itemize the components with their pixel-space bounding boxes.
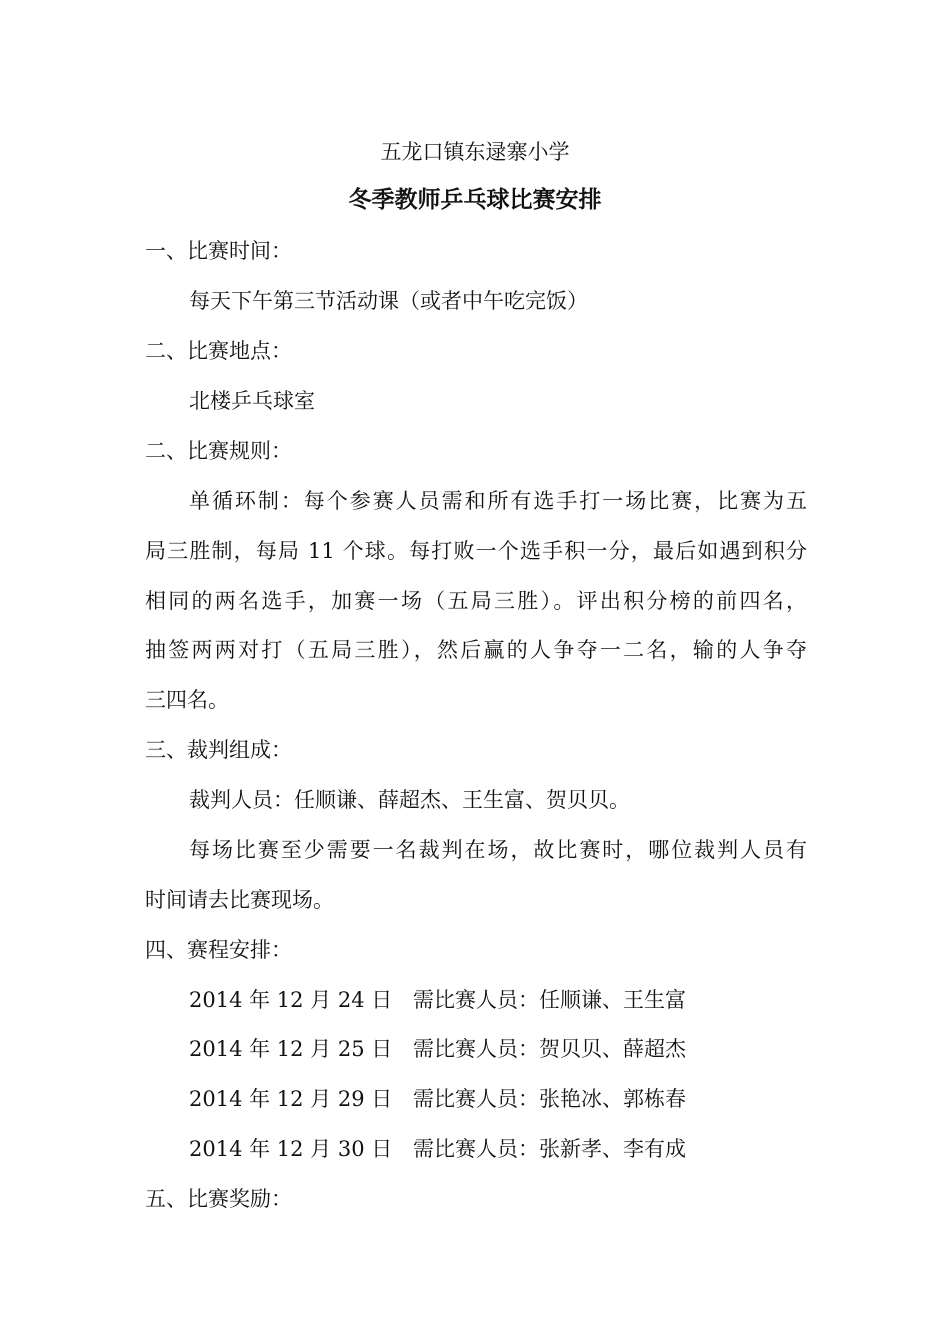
section-heading-schedule: 四、赛程安排： (145, 938, 292, 962)
schedule-players: 需比赛人员：贺贝贝、薛超杰 (413, 1037, 686, 1061)
section-heading-rules: 二、比赛规则： (145, 439, 292, 463)
document-title: 冬季教师乒乓球比赛安排 (348, 187, 602, 213)
schedule-players: 需比赛人员：张新孝、李有成 (413, 1137, 686, 1161)
referee-text: 裁判人员：任顺谦、薛超杰、王生富、贺贝贝。 (189, 788, 630, 812)
referee-note-line: 时间请去比赛现场。 (145, 888, 334, 912)
schedule-date: 2014 年 12 月 25 日 (189, 1037, 393, 1061)
section-heading-reward: 五、比赛奖励： (145, 1187, 292, 1211)
section-heading-time: 一、比赛时间： (145, 239, 292, 263)
schedule-date: 2014 年 12 月 30 日 (189, 1137, 393, 1161)
school-name: 五龙口镇东逯寨小学 (380, 140, 570, 164)
place-text: 北楼乒乓球室 (189, 389, 315, 413)
schedule-date: 2014 年 12 月 29 日 (189, 1087, 393, 1111)
rules-line: 抽签两两对打（五局三胜），然后赢的人争夺一二名，输的人争夺 (145, 638, 807, 662)
rules-line: 单循环制：每个参赛人员需和所有选手打一场比赛，比赛为五 (189, 489, 807, 513)
rules-line: 相同的两名选手，加赛一场（五局三胜）。评出积分榜的前四名， (145, 589, 807, 613)
schedule-date: 2014 年 12 月 24 日 (189, 988, 393, 1012)
schedule-players: 需比赛人员：张艳冰、郭栋春 (413, 1087, 686, 1111)
rules-line: 三四名。 (145, 688, 229, 712)
schedule-players: 需比赛人员：任顺谦、王生富 (413, 988, 686, 1012)
time-text: 每天下午第三节活动课（或者中午吃完饭） (189, 289, 588, 313)
section-heading-place: 二、比赛地点： (145, 339, 292, 363)
section-heading-referee: 三、裁判组成： (145, 738, 292, 762)
rules-line: 局三胜制，每局 11 个球。每打败一个选手积一分，最后如遇到积分 (145, 539, 807, 563)
referee-note-line: 每场比赛至少需要一名裁判在场，故比赛时，哪位裁判人员有 (189, 838, 807, 862)
